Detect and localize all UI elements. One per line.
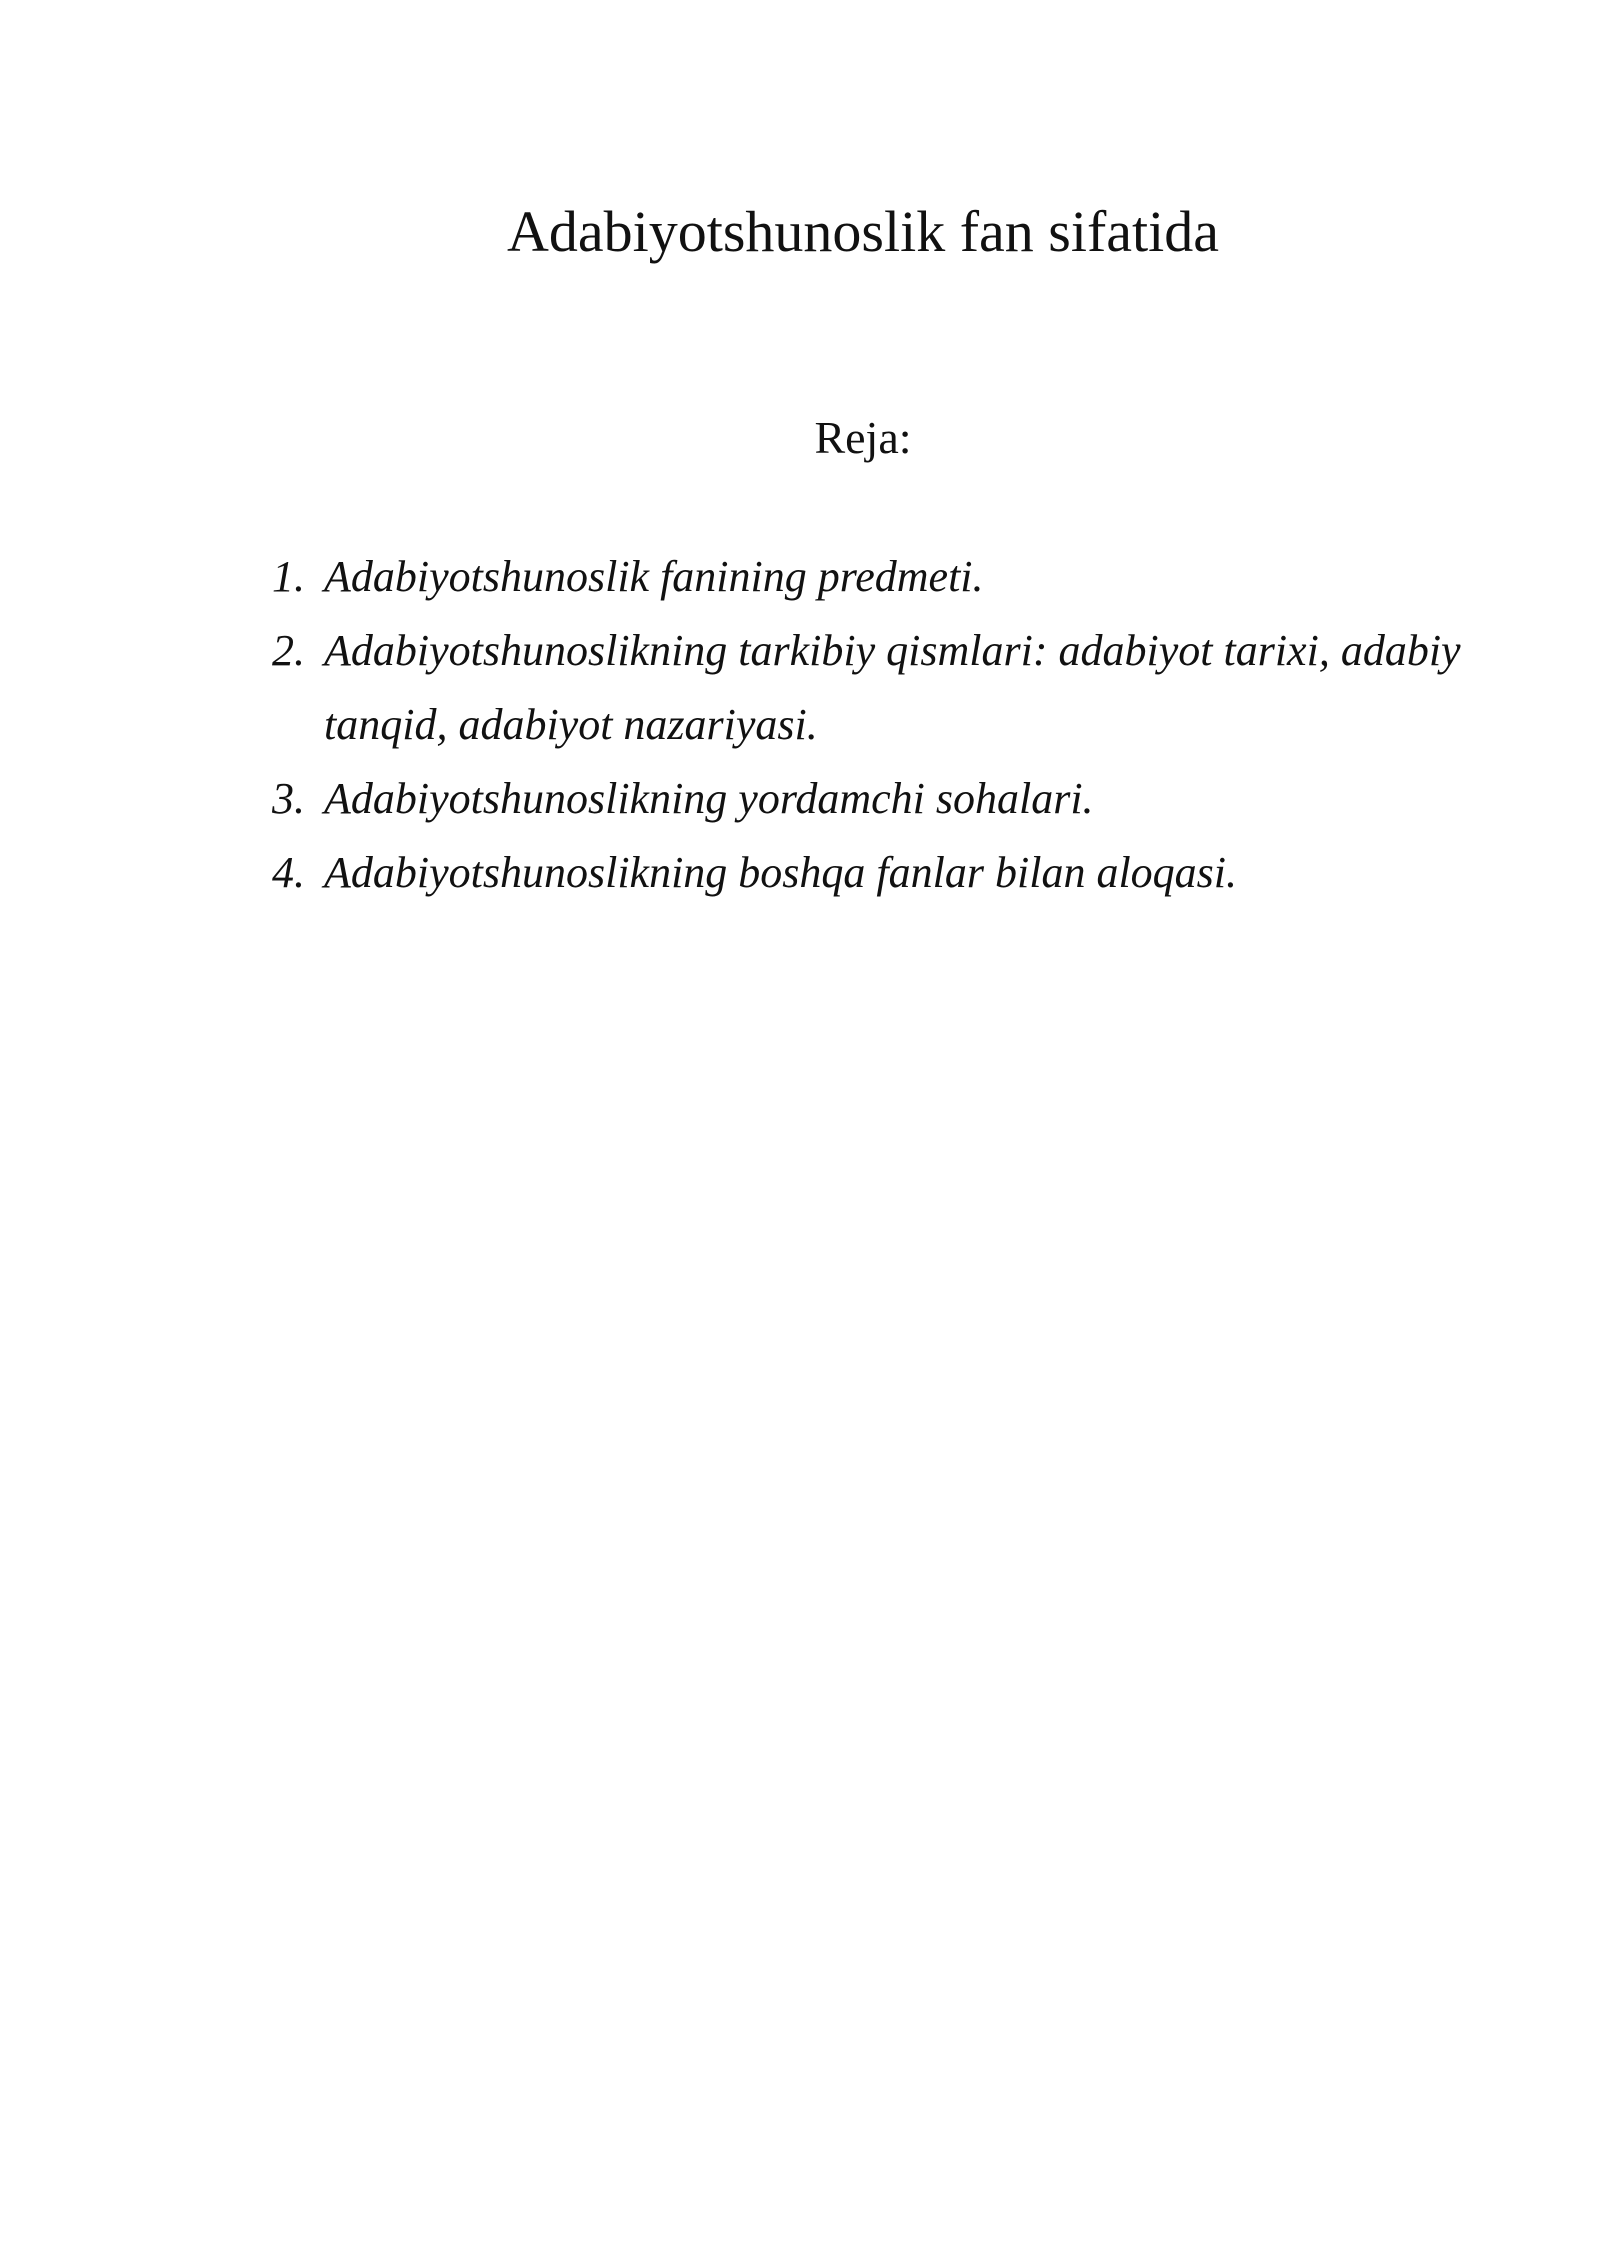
plan-item-4 <box>272 836 1472 910</box>
plan-item-text: Adabiyotshunoslikning tarkibiy qismlari: adabiyot tarixi, adabiy tanqid, adabiyot nazariyasi. <box>324 626 1461 749</box>
plan-list <box>272 540 1472 910</box>
plan-item-text: Adabiyotshunoslikning yordamchi sohalari. <box>324 774 1094 823</box>
plan-item-number: 4. <box>272 848 305 897</box>
plan-item-2 <box>272 614 1472 762</box>
plan-item-text: Adabiyotshunoslik fanining predmeti. <box>324 552 984 601</box>
plan-item-number: 3. <box>272 774 305 823</box>
plan-heading: Reja: <box>814 412 912 463</box>
document-title: Adabiyotshunoslik fan sifatida <box>506 199 1219 264</box>
plan-item-text: Adabiyotshunoslikning boshqa fanlar bilan aloqasi. <box>324 848 1238 897</box>
plan-item-number: 1. <box>272 552 305 601</box>
plan-item-3 <box>272 762 1472 836</box>
plan-item-number: 2. <box>272 626 305 675</box>
plan-item-1 <box>272 540 1472 614</box>
